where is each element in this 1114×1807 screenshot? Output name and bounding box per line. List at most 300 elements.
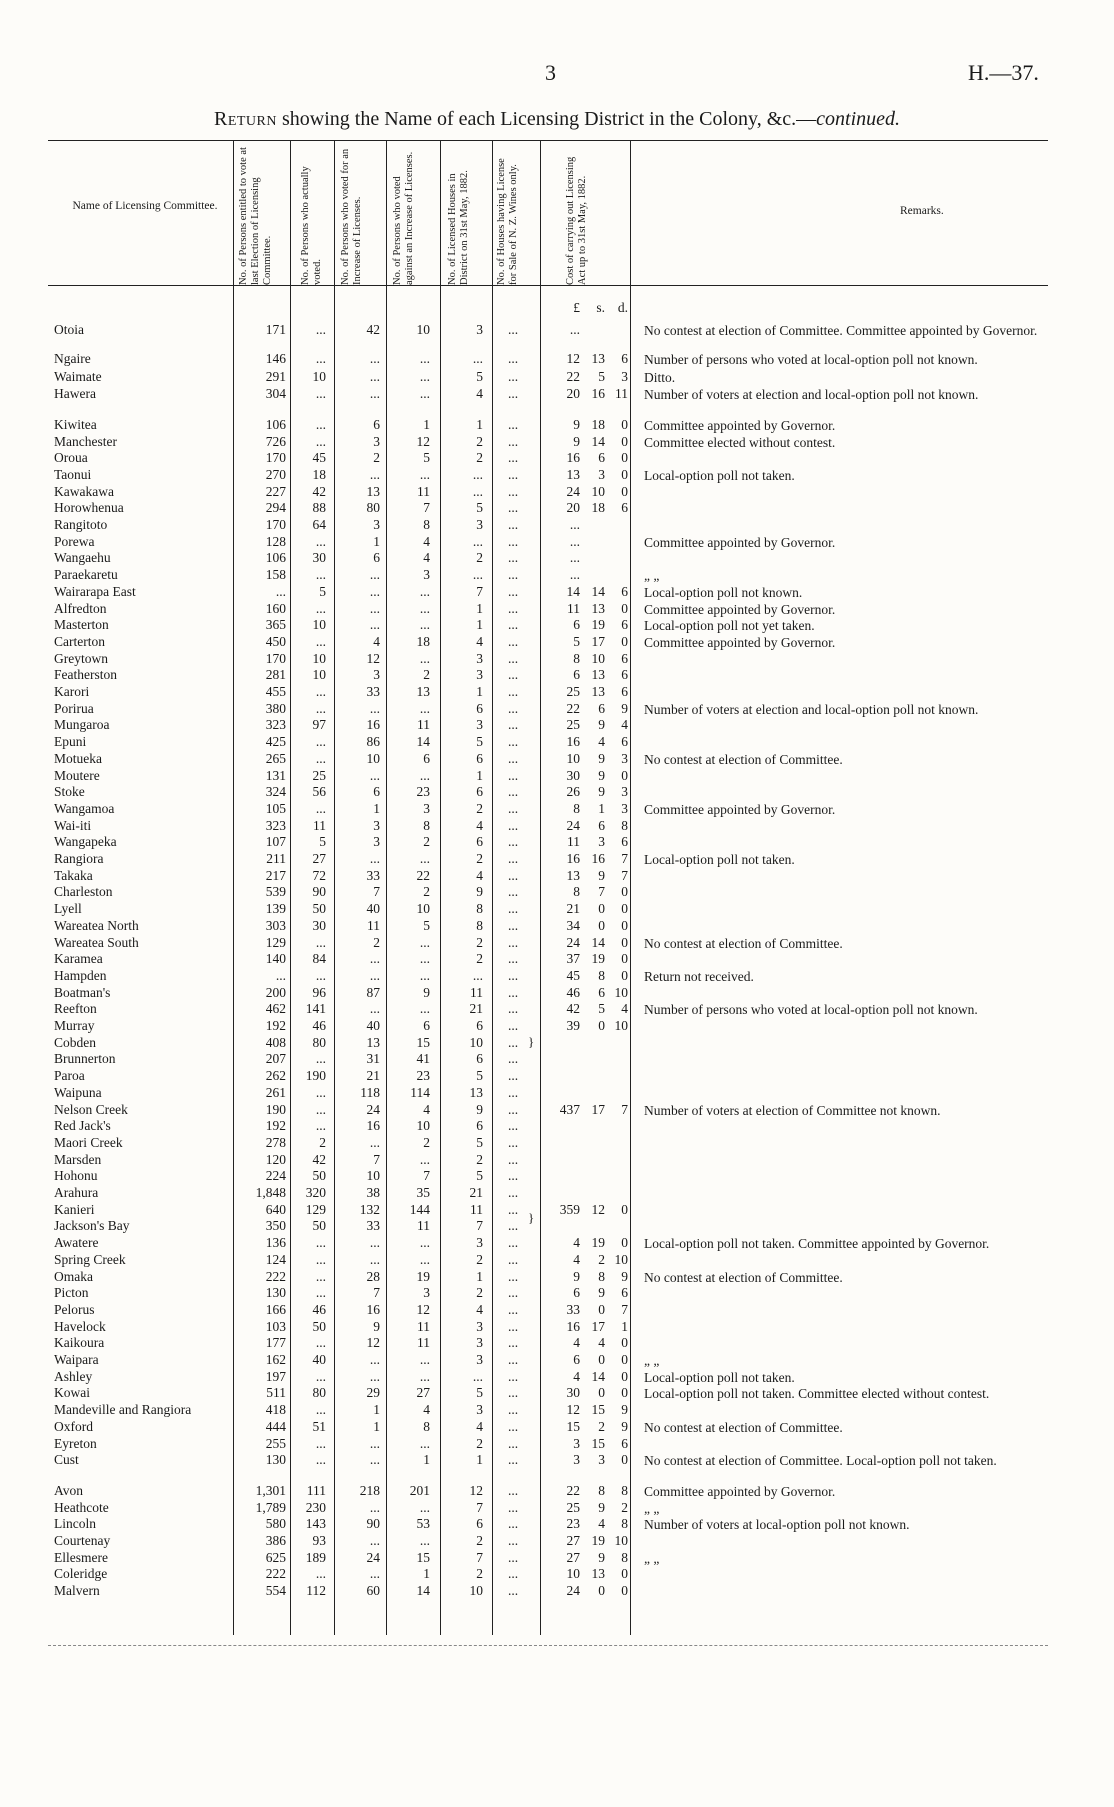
cost-shillings: 14 [591, 1368, 605, 1384]
remark-text: Local-option poll not taken. Committee appointed by Governor. [644, 1236, 990, 1252]
voted-increase: 42 [366, 322, 380, 337]
cost-pence: 0 [621, 767, 628, 783]
cost-pence: 0 [621, 1201, 628, 1217]
cost-pence: 0 [621, 917, 628, 933]
licensed-houses: 5 [476, 369, 483, 385]
cost-pence: 6 [621, 684, 628, 699]
committee-name: Taonui [54, 466, 92, 482]
voted-against: 2 [423, 667, 430, 683]
voted-against: ... [419, 1251, 430, 1267]
actually-voted: ... [315, 800, 326, 816]
voted-increase: 16 [366, 717, 380, 733]
table-row [0, 1402, 1114, 1418]
voted-against: ... [419, 1533, 430, 1548]
cost-shillings: 17 [591, 1318, 605, 1334]
entitled-voters: 130 [265, 1285, 286, 1301]
committee-name: Hohonu [54, 1168, 98, 1184]
actually-voted: 10 [312, 617, 326, 633]
page-number: 3 [545, 60, 556, 85]
committee-name: Oroua [54, 450, 88, 466]
cost-pounds: 5 [573, 633, 580, 649]
nz-wines-houses: ... [507, 1168, 519, 1184]
cost-shillings: 9 [598, 1285, 605, 1301]
voted-increase: 12 [366, 650, 380, 666]
voted-increase: 33 [366, 867, 380, 883]
cost-pence: 8 [621, 1549, 628, 1565]
licensed-houses: 5 [476, 1134, 483, 1150]
cost-pounds: 15 [566, 1418, 580, 1434]
voted-increase: 11 [367, 917, 380, 933]
entitled-voters: 222 [265, 1566, 286, 1582]
nz-wines-houses: ... [507, 967, 519, 983]
actually-voted: 96 [312, 984, 326, 1000]
cost-pence: 2 [621, 1499, 628, 1515]
committee-name: Featherston [54, 667, 117, 683]
cost-pounds: 10 [566, 750, 580, 766]
licensed-houses: ... [472, 967, 483, 983]
voted-increase: 60 [366, 1583, 380, 1599]
actually-voted: ... [315, 1118, 326, 1134]
voted-against: 4 [423, 550, 430, 566]
voted-against: 3 [423, 1285, 430, 1301]
licensed-houses: 6 [476, 1118, 483, 1134]
cost-pence: 7 [621, 851, 628, 866]
cost-pence: 0 [621, 1235, 628, 1251]
nz-wines-houses: ... [507, 1533, 519, 1548]
licensed-houses: 5 [476, 734, 483, 750]
actually-voted: ... [315, 1335, 326, 1351]
licensed-houses: 9 [476, 1101, 483, 1117]
licensed-houses: 3 [476, 1352, 483, 1367]
committee-name: Arahura [54, 1185, 99, 1200]
actually-voted: 129 [305, 1201, 326, 1217]
cost-pounds: 34 [566, 917, 580, 933]
voted-increase: 38 [366, 1185, 380, 1200]
actually-voted: 11 [313, 817, 326, 833]
nz-wines-houses: ... [507, 322, 519, 337]
cost-pounds: 39 [566, 1018, 580, 1033]
committee-name: Waimate [54, 369, 102, 385]
nz-wines-houses: ... [507, 1185, 519, 1200]
actually-voted: 10 [312, 369, 326, 385]
remark-text: No contest at election of Committee. [644, 1419, 843, 1435]
cost-pence: 10 [614, 1533, 628, 1548]
actually-voted: 30 [312, 550, 326, 566]
voted-against: ... [419, 600, 430, 616]
entitled-voters: 192 [265, 1118, 286, 1134]
committee-name: Ellesmere [54, 1549, 108, 1565]
committee-name: Boatman's [54, 984, 111, 1000]
cost-pounds: 22 [566, 1482, 580, 1498]
actually-voted: 56 [312, 784, 326, 800]
committee-name: Manchester [54, 433, 117, 449]
entitled-voters: 131 [265, 767, 286, 783]
voted-increase: 1 [373, 1418, 380, 1434]
cost-shillings: 5 [598, 369, 605, 385]
cost-shillings: 18 [591, 416, 605, 432]
committee-name: Red Jack's [54, 1118, 111, 1134]
voted-increase: 3 [373, 433, 380, 449]
cost-pence: 3 [621, 369, 628, 385]
cost-pounds: 16 [566, 450, 580, 466]
table-row [0, 1533, 1114, 1549]
entitled-voters: 444 [265, 1418, 286, 1434]
cost-pence: 0 [621, 1452, 628, 1468]
cost-pounds: 21 [566, 901, 580, 917]
nz-wines-houses: ... [507, 767, 519, 783]
licensed-houses: 2 [476, 1566, 483, 1582]
voted-against: 41 [416, 1051, 430, 1067]
committee-name: Coleridge [54, 1566, 108, 1582]
table-row [0, 1302, 1114, 1318]
entitled-voters: 303 [265, 917, 286, 933]
committee-name: Havelock [54, 1318, 106, 1334]
actually-voted: 97 [312, 717, 326, 733]
table-row [0, 651, 1114, 667]
voted-against: 11 [417, 1218, 430, 1234]
voted-against: 14 [416, 734, 430, 750]
bracket-group-2: } [528, 1210, 535, 1225]
committee-name: Heathcote [54, 1499, 109, 1515]
cost-pence: 0 [621, 1368, 628, 1384]
nz-wines-houses: ... [507, 1201, 519, 1217]
header-nz-wines-houses: No. of Houses having License for Sale of N. Z. Wines only. [496, 158, 519, 285]
nz-wines-houses: ... [507, 851, 519, 866]
entitled-voters: 462 [265, 1001, 286, 1017]
voted-increase: ... [369, 951, 380, 967]
cost-pence: 9 [621, 1268, 628, 1284]
voted-against: 12 [416, 1301, 430, 1317]
licensed-houses: 2 [476, 800, 483, 816]
actually-voted: 50 [312, 901, 326, 917]
cost-shillings: 13 [591, 600, 605, 616]
cost-shillings: 9 [598, 867, 605, 883]
remark-text: „ „ [644, 1353, 660, 1368]
nz-wines-houses: ... [507, 350, 519, 366]
voted-increase: 7 [373, 1151, 380, 1167]
cost-pounds: 33 [566, 1301, 580, 1317]
cost-shillings: 12 [591, 1201, 605, 1217]
committee-name: Wairarapa East [54, 583, 136, 599]
entitled-voters: 580 [265, 1516, 286, 1532]
actually-voted: 190 [305, 1068, 326, 1084]
cost-pounds: ... [569, 567, 580, 583]
licensed-houses: 1 [476, 767, 483, 783]
table-row [0, 918, 1114, 934]
voted-against: ... [419, 1352, 430, 1367]
voted-increase: 29 [366, 1385, 380, 1401]
table-row [0, 1202, 1114, 1218]
voted-against: ... [419, 700, 430, 716]
cost-pounds: 37 [566, 951, 580, 967]
entitled-voters: 128 [265, 533, 286, 549]
cost-pence: 6 [621, 617, 628, 633]
table-row [0, 1252, 1114, 1268]
entitled-voters: 304 [265, 386, 286, 402]
cost-shillings: 13 [591, 1566, 605, 1582]
table-row [0, 1319, 1114, 1335]
voted-against: 2 [423, 1134, 430, 1150]
table-row [0, 1068, 1114, 1084]
licensed-houses: 1 [476, 684, 483, 699]
cost-shillings: 14 [591, 433, 605, 449]
actually-voted: ... [315, 684, 326, 699]
cost-shillings: 6 [598, 700, 605, 716]
licensed-houses: 2 [476, 433, 483, 449]
nz-wines-houses: ... [507, 466, 519, 482]
actually-voted: 46 [312, 1018, 326, 1033]
voted-increase: ... [369, 350, 380, 366]
licensed-houses: 4 [476, 633, 483, 649]
committee-name: Rangitoto [54, 517, 108, 532]
entitled-voters: 450 [265, 633, 286, 649]
document-reference: H.—37. [968, 60, 1039, 85]
actually-voted: 18 [312, 466, 326, 482]
licensed-houses: 11 [470, 1201, 483, 1217]
voted-against: ... [419, 583, 430, 599]
voted-increase: 40 [366, 901, 380, 917]
actually-voted: ... [315, 734, 326, 750]
voted-against: 8 [423, 1418, 430, 1434]
unit-pence: d. [617, 300, 628, 315]
cost-pounds: 437 [559, 1101, 580, 1117]
committee-name: Mungaroa [54, 717, 110, 733]
nz-wines-houses: ... [507, 386, 519, 402]
voted-against: 12 [416, 433, 430, 449]
voted-increase: 7 [373, 884, 380, 900]
entitled-voters: 455 [265, 684, 286, 699]
cost-pounds: ... [569, 322, 580, 337]
actually-voted: 5 [319, 583, 326, 599]
licensed-houses: 2 [476, 1151, 483, 1167]
nz-wines-houses: ... [507, 867, 519, 883]
cost-shillings: 19 [591, 951, 605, 967]
committee-name: Kawakawa [54, 483, 114, 499]
cost-pounds: 12 [566, 1402, 580, 1418]
cost-pounds: 30 [566, 767, 580, 783]
remark-text: Local-option poll not taken. [644, 467, 795, 483]
cost-pence: 0 [621, 967, 628, 983]
cost-pounds: 27 [566, 1533, 580, 1548]
remark-text: Number of persons who voted at local-option poll not known. [644, 1002, 978, 1018]
voted-against: 19 [416, 1268, 430, 1284]
entitled-voters: 170 [265, 450, 286, 466]
remark-text: No contest at election of Committee. [644, 1269, 843, 1285]
nz-wines-houses: ... [507, 1001, 519, 1017]
cost-pounds: 22 [566, 700, 580, 716]
nz-wines-houses: ... [507, 550, 519, 566]
cost-shillings: 19 [591, 1235, 605, 1251]
title-continued: continued. [816, 108, 901, 130]
entitled-voters: 323 [265, 817, 286, 833]
voted-against: 144 [409, 1201, 430, 1217]
actually-voted: ... [315, 1084, 326, 1100]
voted-against: 10 [416, 1118, 430, 1134]
cost-pence: 7 [621, 867, 628, 883]
entitled-voters: 136 [265, 1235, 286, 1251]
voted-against: 3 [423, 567, 430, 583]
committee-name: Charleston [54, 884, 113, 900]
table-row [0, 1285, 1114, 1301]
cost-shillings: 6 [598, 984, 605, 1000]
voted-against: 11 [417, 1335, 430, 1351]
remark-text: Committee appointed by Governor. [644, 417, 836, 433]
nz-wines-houses: ... [507, 416, 519, 432]
licensed-houses: 1 [476, 1268, 483, 1284]
nz-wines-houses: ... [507, 1034, 519, 1050]
actually-voted: ... [315, 533, 326, 549]
licensed-houses: 6 [476, 700, 483, 716]
remark-text: „ „ [644, 1550, 660, 1566]
actually-voted: ... [315, 433, 326, 449]
header-remarks: Remarks. [900, 205, 944, 217]
cost-pence: 6 [621, 667, 628, 683]
voted-against: 9 [423, 984, 430, 1000]
cost-pounds: 6 [573, 1285, 580, 1301]
cost-shillings: 6 [598, 817, 605, 833]
licensed-houses: 8 [476, 917, 483, 933]
cost-shillings: 6 [598, 450, 605, 466]
actually-voted: 189 [305, 1549, 326, 1565]
voted-against: ... [419, 1499, 430, 1515]
entitled-voters: 124 [265, 1251, 286, 1267]
cost-pounds: 3 [573, 1452, 580, 1468]
remark-text: Number of voters at local-option poll not known. [644, 1517, 910, 1533]
committee-name: Kowai [54, 1385, 90, 1401]
licensed-houses: 3 [476, 1335, 483, 1351]
voted-against: ... [419, 350, 430, 366]
nz-wines-houses: ... [507, 517, 519, 532]
committee-name: Spring Creek [54, 1251, 126, 1267]
table-row [0, 1118, 1114, 1134]
entitled-voters: 130 [265, 1452, 286, 1468]
actually-voted: ... [315, 633, 326, 649]
entitled-voters: 539 [265, 884, 286, 900]
entitled-voters: 726 [265, 433, 286, 449]
cost-pounds: 11 [567, 600, 580, 616]
nz-wines-houses: ... [507, 951, 519, 967]
table-row [0, 1566, 1114, 1582]
voted-increase: ... [369, 700, 380, 716]
table-row [0, 884, 1114, 900]
remark-text: No contest at election of Committee. [644, 751, 843, 767]
voted-increase: 86 [366, 734, 380, 750]
nz-wines-houses: ... [507, 1499, 519, 1515]
voted-increase: ... [369, 386, 380, 402]
committee-name: Epuni [54, 734, 87, 750]
nz-wines-houses: ... [507, 901, 519, 917]
cost-pounds: 20 [566, 386, 580, 402]
entitled-voters: 160 [265, 600, 286, 616]
voted-increase: ... [369, 1452, 380, 1468]
table-row [0, 1051, 1114, 1067]
table-row [0, 985, 1114, 1001]
voted-against: ... [419, 934, 430, 950]
voted-against: 14 [416, 1583, 430, 1599]
actually-voted: ... [315, 1285, 326, 1301]
cost-pence: 0 [621, 450, 628, 466]
entitled-voters: 217 [265, 867, 286, 883]
actually-voted: 10 [312, 667, 326, 683]
voted-increase: ... [369, 1533, 380, 1548]
cost-pounds: 9 [573, 433, 580, 449]
nz-wines-houses: ... [507, 1516, 519, 1532]
voted-increase: 4 [373, 633, 380, 649]
licensed-houses: 1 [476, 1452, 483, 1468]
cost-shillings: 8 [598, 1268, 605, 1284]
voted-against: ... [419, 1235, 430, 1251]
nz-wines-houses: ... [507, 1368, 519, 1384]
entitled-voters: 207 [265, 1051, 286, 1067]
committee-name: Awatere [54, 1235, 99, 1251]
voted-increase: 16 [366, 1118, 380, 1134]
actually-voted: ... [315, 934, 326, 950]
committee-name: Maori Creek [54, 1134, 123, 1150]
voted-against: 1 [423, 416, 430, 432]
voted-increase: 10 [366, 1168, 380, 1184]
voted-increase: 10 [366, 750, 380, 766]
remark-text: Local-option poll not known. [644, 584, 803, 600]
voted-increase: 1 [373, 800, 380, 816]
committee-name: Porewa [54, 533, 95, 549]
actually-voted: 5 [319, 834, 326, 850]
actually-voted: ... [315, 1101, 326, 1117]
cost-pounds: 42 [566, 1001, 580, 1017]
cost-pence: 6 [621, 1285, 628, 1301]
title-main: showing the Name of each Licensing District in the Colony, &c.— [277, 108, 817, 130]
cost-pence: 0 [621, 1566, 628, 1582]
cost-pence: 1 [621, 1318, 628, 1334]
voted-against: 4 [423, 1402, 430, 1418]
actually-voted: ... [315, 1566, 326, 1582]
cost-shillings: 5 [598, 1001, 605, 1017]
committee-name: Omaka [54, 1268, 93, 1284]
licensed-houses: ... [472, 483, 483, 499]
licensed-houses: 4 [476, 1418, 483, 1434]
cost-shillings: 9 [598, 784, 605, 800]
licensed-houses: 9 [476, 884, 483, 900]
cost-pounds: 12 [566, 350, 580, 366]
nz-wines-houses: ... [507, 834, 519, 850]
header-bottom-rule [48, 285, 1048, 286]
voted-increase: ... [369, 1001, 380, 1017]
cost-pounds: 16 [566, 734, 580, 750]
remark-text: No contest at election of Committee. [644, 935, 843, 951]
table-row [0, 951, 1114, 967]
cost-pence: 0 [621, 901, 628, 917]
cost-shillings: 4 [598, 734, 605, 750]
voted-increase: ... [369, 600, 380, 616]
nz-wines-houses: ... [507, 1549, 519, 1565]
nz-wines-houses: ... [507, 1068, 519, 1084]
voted-against: 8 [423, 517, 430, 532]
voted-against: 1 [423, 1566, 430, 1582]
remark-text: Committee appointed by Governor. [644, 601, 836, 617]
committee-name: Jackson's Bay [54, 1218, 130, 1234]
entitled-voters: 324 [265, 784, 286, 800]
voted-against: 1 [423, 1452, 430, 1468]
entitled-voters: 323 [265, 717, 286, 733]
actually-voted: 141 [305, 1001, 326, 1017]
entitled-voters: ... [275, 967, 286, 983]
voted-increase: 16 [366, 1301, 380, 1317]
committee-name: Motueka [54, 750, 102, 766]
voted-increase: ... [369, 1435, 380, 1451]
voted-increase: 24 [366, 1549, 380, 1565]
nz-wines-houses: ... [507, 1385, 519, 1401]
actually-voted: ... [315, 700, 326, 716]
cost-pounds: 25 [566, 684, 580, 699]
